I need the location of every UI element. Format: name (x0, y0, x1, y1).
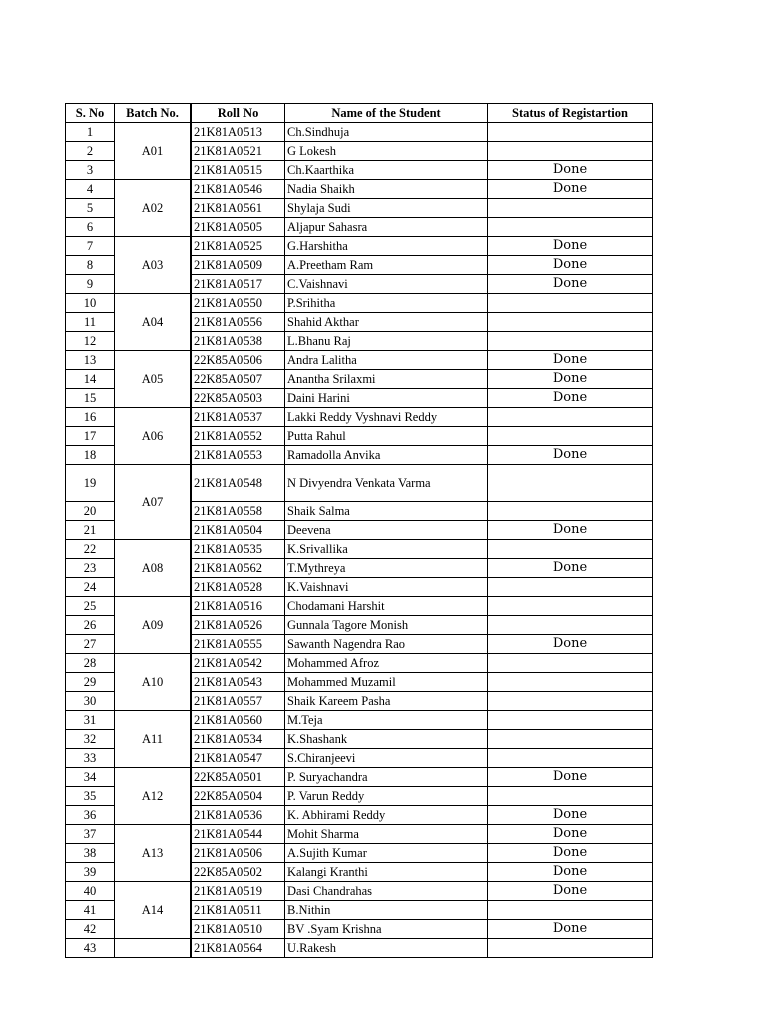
registration-status-cell (488, 313, 653, 332)
roll-number-cell: 21K81A0511 (192, 901, 285, 920)
student-name-cell: A.Sujith Kumar (285, 844, 488, 863)
roll-number-cell: 21K81A0562 (192, 559, 285, 578)
header-row (66, 104, 653, 123)
roll-number-cell: 21K81A0534 (192, 730, 285, 749)
serial-number-cell: 34 (66, 768, 115, 787)
student-name-cell: Nadia Shaikh (285, 180, 488, 199)
batch-cell: A14 (115, 882, 191, 939)
registration-status-cell: Done (488, 920, 653, 939)
roll-number-cell: 21K81A0558 (192, 502, 285, 521)
serial-number-cell: 5 (66, 199, 115, 218)
header-name: Name of the Student (285, 104, 488, 123)
roll-number-cell: 21K81A0510 (192, 920, 285, 939)
roll-number-cell: 22K85A0503 (192, 389, 285, 408)
serial-number-cell: 6 (66, 218, 115, 237)
registration-status-cell: Done (488, 351, 653, 370)
registration-status-cell: Done (488, 161, 653, 180)
registration-status-cell (488, 597, 653, 616)
registration-status-cell (488, 502, 653, 521)
registration-status-cell: Done (488, 370, 653, 389)
registration-status-cell (488, 294, 653, 313)
serial-number-cell: 16 (66, 408, 115, 427)
registration-status-cell: Done (488, 446, 653, 465)
serial-number-cell: 33 (66, 749, 115, 768)
student-name-cell: Daini Harini (285, 389, 488, 408)
registration-status-cell: Done (488, 635, 653, 654)
roll-number-cell: 21K81A0513 (192, 123, 285, 142)
table-row (66, 294, 653, 313)
roll-number-cell: 21K81A0543 (192, 673, 285, 692)
serial-number-cell: 7 (66, 237, 115, 256)
registration-status-cell (488, 465, 653, 502)
student-name-cell: Putta Rahul (285, 427, 488, 446)
roll-number-cell: 22K85A0504 (192, 787, 285, 806)
batch-cell: A13 (115, 825, 191, 882)
roll-number-cell: 21K81A0517 (192, 275, 285, 294)
student-name-cell: Shahid Akthar (285, 313, 488, 332)
serial-number-cell: 25 (66, 597, 115, 616)
batch-cell: A10 (115, 654, 191, 711)
serial-number-cell: 14 (66, 370, 115, 389)
serial-number-cell: 42 (66, 920, 115, 939)
registration-status-cell: Done (488, 389, 653, 408)
student-name-cell: Sawanth Nagendra Rao (285, 635, 488, 654)
student-name-cell: Andra Lalitha (285, 351, 488, 370)
batch-cell: A11 (115, 711, 191, 768)
roll-number-cell: 22K85A0506 (192, 351, 285, 370)
serial-number-cell: 15 (66, 389, 115, 408)
registration-table (65, 103, 653, 958)
student-name-cell: P.Srihitha (285, 294, 488, 313)
student-name-cell: T.Mythreya (285, 559, 488, 578)
student-name-cell: S.Chiranjeevi (285, 749, 488, 768)
serial-number-cell: 19 (66, 465, 115, 502)
table-row (66, 597, 653, 616)
student-name-cell: Mohammed Muzamil (285, 673, 488, 692)
table-row (66, 768, 653, 787)
registration-status-cell: Done (488, 806, 653, 825)
table-row (66, 180, 653, 199)
batch-cell: A04 (115, 294, 191, 351)
table-row (66, 939, 653, 958)
student-name-cell: Ramadolla Anvika (285, 446, 488, 465)
registration-status-cell: Done (488, 825, 653, 844)
serial-number-cell: 38 (66, 844, 115, 863)
roll-number-cell: 21K81A0544 (192, 825, 285, 844)
student-name-cell: Kalangi Kranthi (285, 863, 488, 882)
student-name-cell: B.Nithin (285, 901, 488, 920)
roll-number-cell: 21K81A0548 (192, 465, 285, 502)
registration-status-cell (488, 218, 653, 237)
registration-status-cell (488, 787, 653, 806)
table-row (66, 237, 653, 256)
student-name-cell: M.Teja (285, 711, 488, 730)
table-row (66, 882, 653, 901)
registration-status-cell: Done (488, 237, 653, 256)
roll-number-cell: 21K81A0537 (192, 408, 285, 427)
serial-number-cell: 27 (66, 635, 115, 654)
student-name-cell: BV .Syam Krishna (285, 920, 488, 939)
roll-number-cell: 21K81A0526 (192, 616, 285, 635)
serial-number-cell: 2 (66, 142, 115, 161)
student-name-cell: Dasi Chandrahas (285, 882, 488, 901)
roll-number-cell: 21K81A0521 (192, 142, 285, 161)
batch-cell: A01 (115, 123, 191, 180)
student-name-cell: Lakki Reddy Vyshnavi Reddy (285, 408, 488, 427)
roll-number-cell: 21K81A0519 (192, 882, 285, 901)
serial-number-cell: 21 (66, 521, 115, 540)
serial-number-cell: 29 (66, 673, 115, 692)
student-name-cell: Anantha Srilaxmi (285, 370, 488, 389)
roll-number-cell: 21K81A0509 (192, 256, 285, 275)
student-name-cell: Shaik Kareem Pasha (285, 692, 488, 711)
batch-cell (115, 939, 191, 958)
table-row (66, 540, 653, 559)
serial-number-cell: 9 (66, 275, 115, 294)
registration-status-cell (488, 939, 653, 958)
serial-number-cell: 36 (66, 806, 115, 825)
table-row (66, 351, 653, 370)
serial-number-cell: 32 (66, 730, 115, 749)
table-row (66, 654, 653, 673)
student-name-cell: G.Harshitha (285, 237, 488, 256)
registration-status-cell: Done (488, 863, 653, 882)
roll-number-cell: 21K81A0542 (192, 654, 285, 673)
serial-number-cell: 31 (66, 711, 115, 730)
roll-number-cell: 21K81A0525 (192, 237, 285, 256)
registration-status-cell (488, 901, 653, 920)
registration-status-cell (488, 540, 653, 559)
student-name-cell: N Divyendra Venkata Varma (285, 465, 488, 502)
student-name-cell: L.Bhanu Raj (285, 332, 488, 351)
header-roll: Roll No (192, 104, 285, 123)
batch-cell: A03 (115, 237, 191, 294)
student-name-cell: G Lokesh (285, 142, 488, 161)
header-batch: Batch No. (115, 104, 191, 123)
registration-status-cell (488, 578, 653, 597)
roll-number-cell: 21K81A0528 (192, 578, 285, 597)
serial-number-cell: 28 (66, 654, 115, 673)
roll-number-cell: 21K81A0515 (192, 161, 285, 180)
student-name-cell: K.Shashank (285, 730, 488, 749)
registration-status-cell: Done (488, 275, 653, 294)
table-row (66, 465, 653, 502)
registration-status-cell: Done (488, 768, 653, 787)
roll-number-cell: 21K81A0547 (192, 749, 285, 768)
registration-status-cell (488, 654, 653, 673)
roll-number-cell: 21K81A0552 (192, 427, 285, 446)
serial-number-cell: 43 (66, 939, 115, 958)
roll-number-cell: 21K81A0553 (192, 446, 285, 465)
student-name-cell: U.Rakesh (285, 939, 488, 958)
registration-status-cell (488, 123, 653, 142)
student-name-cell: Chodamani Harshit (285, 597, 488, 616)
registration-status-cell: Done (488, 882, 653, 901)
student-name-cell: K.Srivallika (285, 540, 488, 559)
serial-number-cell: 3 (66, 161, 115, 180)
registration-status-cell (488, 199, 653, 218)
student-name-cell: Mohit Sharma (285, 825, 488, 844)
serial-number-cell: 12 (66, 332, 115, 351)
batch-cell: A05 (115, 351, 191, 408)
student-name-cell: A.Preetham Ram (285, 256, 488, 275)
serial-number-cell: 37 (66, 825, 115, 844)
student-name-cell: Shylaja Sudi (285, 199, 488, 218)
roll-number-cell: 21K81A0555 (192, 635, 285, 654)
roll-number-cell: 21K81A0504 (192, 521, 285, 540)
serial-number-cell: 1 (66, 123, 115, 142)
registration-status-cell: Done (488, 521, 653, 540)
registration-status-cell (488, 711, 653, 730)
roll-number-cell: 21K81A0546 (192, 180, 285, 199)
roll-number-cell: 21K81A0536 (192, 806, 285, 825)
serial-number-cell: 24 (66, 578, 115, 597)
serial-number-cell: 8 (66, 256, 115, 275)
registration-status-cell (488, 749, 653, 768)
roll-number-cell: 21K81A0505 (192, 218, 285, 237)
roll-number-cell: 22K85A0501 (192, 768, 285, 787)
serial-number-cell: 4 (66, 180, 115, 199)
serial-number-cell: 40 (66, 882, 115, 901)
registration-status-cell (488, 332, 653, 351)
roll-number-cell: 21K81A0516 (192, 597, 285, 616)
student-name-cell: K.Vaishnavi (285, 578, 488, 597)
student-name-cell: K. Abhirami Reddy (285, 806, 488, 825)
student-name-cell: Mohammed Afroz (285, 654, 488, 673)
batch-cell: A08 (115, 540, 191, 597)
serial-number-cell: 10 (66, 294, 115, 313)
roll-number-cell: 21K81A0557 (192, 692, 285, 711)
registration-status-cell (488, 730, 653, 749)
registration-status-cell: Done (488, 180, 653, 199)
roll-number-cell: 21K81A0550 (192, 294, 285, 313)
registration-status-cell (488, 408, 653, 427)
serial-number-cell: 18 (66, 446, 115, 465)
roll-number-cell: 21K81A0564 (192, 939, 285, 958)
roll-number-cell: 22K85A0507 (192, 370, 285, 389)
roll-number-cell: 22K85A0502 (192, 863, 285, 882)
roll-number-cell: 21K81A0556 (192, 313, 285, 332)
registration-status-cell: Done (488, 559, 653, 578)
header-status: Status of Registartion (488, 104, 653, 123)
roll-number-cell: 21K81A0560 (192, 711, 285, 730)
registration-status-cell (488, 673, 653, 692)
table-row (66, 825, 653, 844)
student-name-cell: Ch.Kaarthika (285, 161, 488, 180)
student-name-cell: Shaik Salma (285, 502, 488, 521)
roll-number-cell: 21K81A0506 (192, 844, 285, 863)
serial-number-cell: 26 (66, 616, 115, 635)
serial-number-cell: 22 (66, 540, 115, 559)
student-name-cell: Gunnala Tagore Monish (285, 616, 488, 635)
student-name-cell: C.Vaishnavi (285, 275, 488, 294)
registration-status-cell (488, 692, 653, 711)
serial-number-cell: 20 (66, 502, 115, 521)
table-row (66, 711, 653, 730)
serial-number-cell: 39 (66, 863, 115, 882)
registration-status-cell (488, 427, 653, 446)
student-name-cell: Deevena (285, 521, 488, 540)
batch-cell: A02 (115, 180, 191, 237)
registration-status-cell (488, 142, 653, 161)
serial-number-cell: 23 (66, 559, 115, 578)
registration-status-cell: Done (488, 844, 653, 863)
table-body (66, 123, 653, 958)
student-name-cell: P. Varun Reddy (285, 787, 488, 806)
serial-number-cell: 13 (66, 351, 115, 370)
student-name-cell: Aljapur Sahasra (285, 218, 488, 237)
roll-number-cell: 21K81A0535 (192, 540, 285, 559)
header-sno: S. No (66, 104, 115, 123)
student-name-cell: P. Suryachandra (285, 768, 488, 787)
roll-number-cell: 21K81A0538 (192, 332, 285, 351)
serial-number-cell: 17 (66, 427, 115, 446)
table-row (66, 123, 653, 142)
serial-number-cell: 30 (66, 692, 115, 711)
registration-status-cell (488, 616, 653, 635)
batch-cell: A06 (115, 408, 191, 465)
student-name-cell: Ch.Sindhuja (285, 123, 488, 142)
serial-number-cell: 11 (66, 313, 115, 332)
batch-cell: A09 (115, 597, 191, 654)
batch-cell: A12 (115, 768, 191, 825)
table-row (66, 408, 653, 427)
batch-cell: A07 (115, 465, 191, 540)
registration-status-cell: Done (488, 256, 653, 275)
serial-number-cell: 35 (66, 787, 115, 806)
roll-number-cell: 21K81A0561 (192, 199, 285, 218)
serial-number-cell: 41 (66, 901, 115, 920)
